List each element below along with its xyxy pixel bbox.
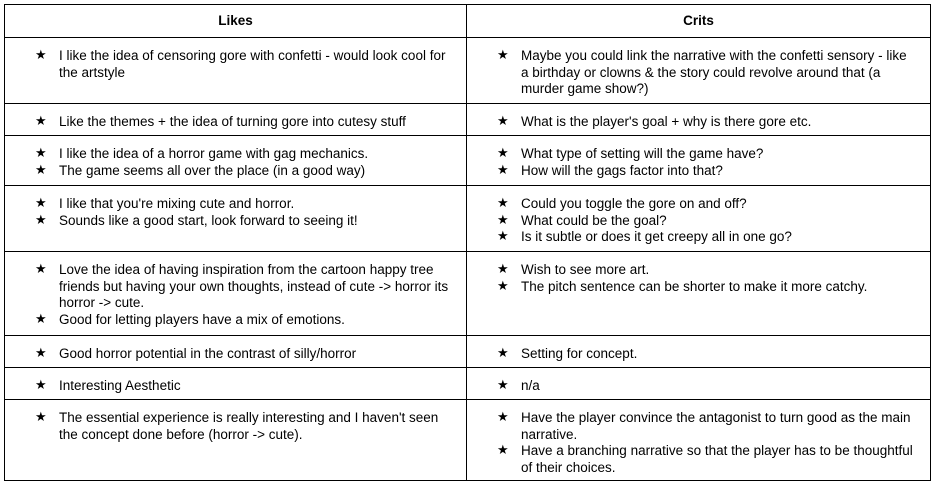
list-item <box>497 443 916 476</box>
likes-list <box>35 346 452 363</box>
table-row <box>5 186 931 252</box>
list-item <box>497 146 916 163</box>
table-row <box>5 368 931 400</box>
feedback-rows <box>5 38 931 481</box>
list-item-text: I like the idea of censoring gore with confetti - would look cool for the artstyle <box>59 48 446 80</box>
list-item-text: What type of setting will the game have? <box>521 146 764 161</box>
black-star-icon: ★ <box>497 196 509 211</box>
list-item-text: Interesting Aesthetic <box>59 378 181 393</box>
list-item <box>35 146 452 163</box>
likes-list <box>35 48 452 81</box>
black-star-icon: ★ <box>35 346 47 361</box>
likes-cell <box>5 368 467 400</box>
crits-cell <box>467 400 931 481</box>
crits-list <box>497 378 916 395</box>
black-star-icon: ★ <box>497 278 509 294</box>
list-item <box>35 213 452 230</box>
black-star-icon: ★ <box>497 443 509 458</box>
black-star-icon: ★ <box>497 262 509 277</box>
list-item <box>497 213 916 230</box>
list-item <box>497 196 916 213</box>
crits-cell <box>467 38 931 104</box>
header-row <box>5 5 931 38</box>
table-row <box>5 104 931 136</box>
black-star-icon: ★ <box>497 114 509 129</box>
crits-cell <box>467 252 931 336</box>
likes-cell <box>5 400 467 481</box>
list-item-text: What is the player's goal + why is there gore etc. <box>521 114 812 129</box>
list-item <box>497 378 916 395</box>
likes-list <box>35 378 452 395</box>
crits-list <box>497 48 916 98</box>
table-row <box>5 336 931 368</box>
black-star-icon: ★ <box>35 114 47 129</box>
list-item <box>35 163 452 180</box>
list-item <box>35 48 452 81</box>
list-item <box>35 262 452 312</box>
list-item <box>497 346 916 363</box>
list-item <box>35 196 452 213</box>
list-item-text: Like the themes + the idea of turning gore into cutesy stuff <box>59 114 406 129</box>
list-item-text: What could be the goal? <box>521 212 667 228</box>
crits-list <box>497 114 916 131</box>
list-item-text: Love the idea of having inspiration from the cartoon happy tree friends but having your own thoughts, instead of cute -> horror its horror -> cute. <box>59 262 449 310</box>
table-row <box>5 400 931 481</box>
likes-list <box>35 196 452 229</box>
table-row <box>5 252 931 336</box>
list-item <box>497 114 916 131</box>
likes-cell <box>5 186 467 252</box>
crits-cell <box>467 136 931 186</box>
list-item-text: Have a branching narrative so that the player has to be thoughtful of their choices. <box>521 443 913 475</box>
black-star-icon: ★ <box>35 212 47 228</box>
list-item-text: Wish to see more art. <box>521 262 650 277</box>
crits-list <box>497 196 916 246</box>
list-item <box>35 410 452 443</box>
likes-list <box>35 410 452 443</box>
list-item-text: I like that you're mixing cute and horror. <box>59 196 295 211</box>
crits-cell <box>467 104 931 136</box>
black-star-icon: ★ <box>35 196 47 211</box>
list-item-text: How will the gags factor into that? <box>521 162 723 178</box>
crits-list <box>497 146 916 179</box>
black-star-icon: ★ <box>497 162 509 178</box>
likes-list <box>35 114 452 131</box>
likes-column-header: Likes <box>5 5 467 38</box>
crits-list <box>497 410 916 476</box>
list-item <box>35 378 452 395</box>
black-star-icon: ★ <box>35 410 47 425</box>
list-item-text: Is it subtle or does it get creepy all in one go? <box>521 229 792 244</box>
list-item <box>497 262 916 279</box>
likes-cell <box>5 104 467 136</box>
list-item-text: The essential experience is really interesting and I haven't seen the concept done before (horror -> cute). <box>59 410 439 442</box>
black-star-icon: ★ <box>35 48 47 63</box>
table-row <box>5 38 931 104</box>
black-star-icon: ★ <box>35 262 47 277</box>
list-item-text: Setting for concept. <box>521 346 638 361</box>
list-item-text: The pitch sentence can be shorter to make it more catchy. <box>521 278 868 294</box>
list-item-text: Good for letting players have a mix of emotions. <box>59 311 345 327</box>
list-item-text: I like the idea of a horror game with gag mechanics. <box>59 146 369 161</box>
likes-cell <box>5 252 467 336</box>
black-star-icon: ★ <box>35 311 47 327</box>
black-star-icon: ★ <box>35 146 47 161</box>
list-item <box>497 48 916 98</box>
black-star-icon: ★ <box>497 410 509 425</box>
list-item-text: Have the player convince the antagonist to turn good as the main narrative. <box>521 410 911 442</box>
list-item-text: n/a <box>521 378 540 393</box>
crits-cell <box>467 186 931 252</box>
black-star-icon: ★ <box>35 162 47 178</box>
list-item <box>497 163 916 180</box>
table-row <box>5 136 931 186</box>
crits-list <box>497 346 916 363</box>
black-star-icon: ★ <box>497 48 509 63</box>
list-item <box>497 279 916 296</box>
crits-cell <box>467 368 931 400</box>
list-item-text: Sounds like a good start, look forward to seeing it! <box>59 212 358 228</box>
list-item <box>35 346 452 363</box>
list-item-text: Good horror potential in the contrast of silly/horror <box>59 346 357 361</box>
crits-cell <box>467 336 931 368</box>
black-star-icon: ★ <box>497 378 509 393</box>
likes-cell <box>5 336 467 368</box>
list-item-text: Could you toggle the gore on and off? <box>521 196 747 211</box>
crits-list <box>497 262 916 295</box>
likes-list <box>35 262 452 328</box>
list-item <box>497 410 916 443</box>
black-star-icon: ★ <box>35 378 47 393</box>
feedback-table <box>4 4 931 481</box>
likes-cell <box>5 136 467 186</box>
list-item <box>35 312 452 329</box>
list-item-text: Maybe you could link the narrative with the confetti sensory - like a birthday or clowns & the story could revolve around that (a murder game show?) <box>521 48 907 96</box>
list-item <box>35 114 452 131</box>
black-star-icon: ★ <box>497 146 509 161</box>
black-star-icon: ★ <box>497 212 509 228</box>
list-item-text: The game seems all over the place (in a good way) <box>59 162 366 178</box>
crits-column-header: Crits <box>467 5 931 38</box>
likes-cell <box>5 38 467 104</box>
list-item <box>497 229 916 246</box>
black-star-icon: ★ <box>497 346 509 361</box>
likes-list <box>35 146 452 179</box>
black-star-icon: ★ <box>497 229 509 244</box>
